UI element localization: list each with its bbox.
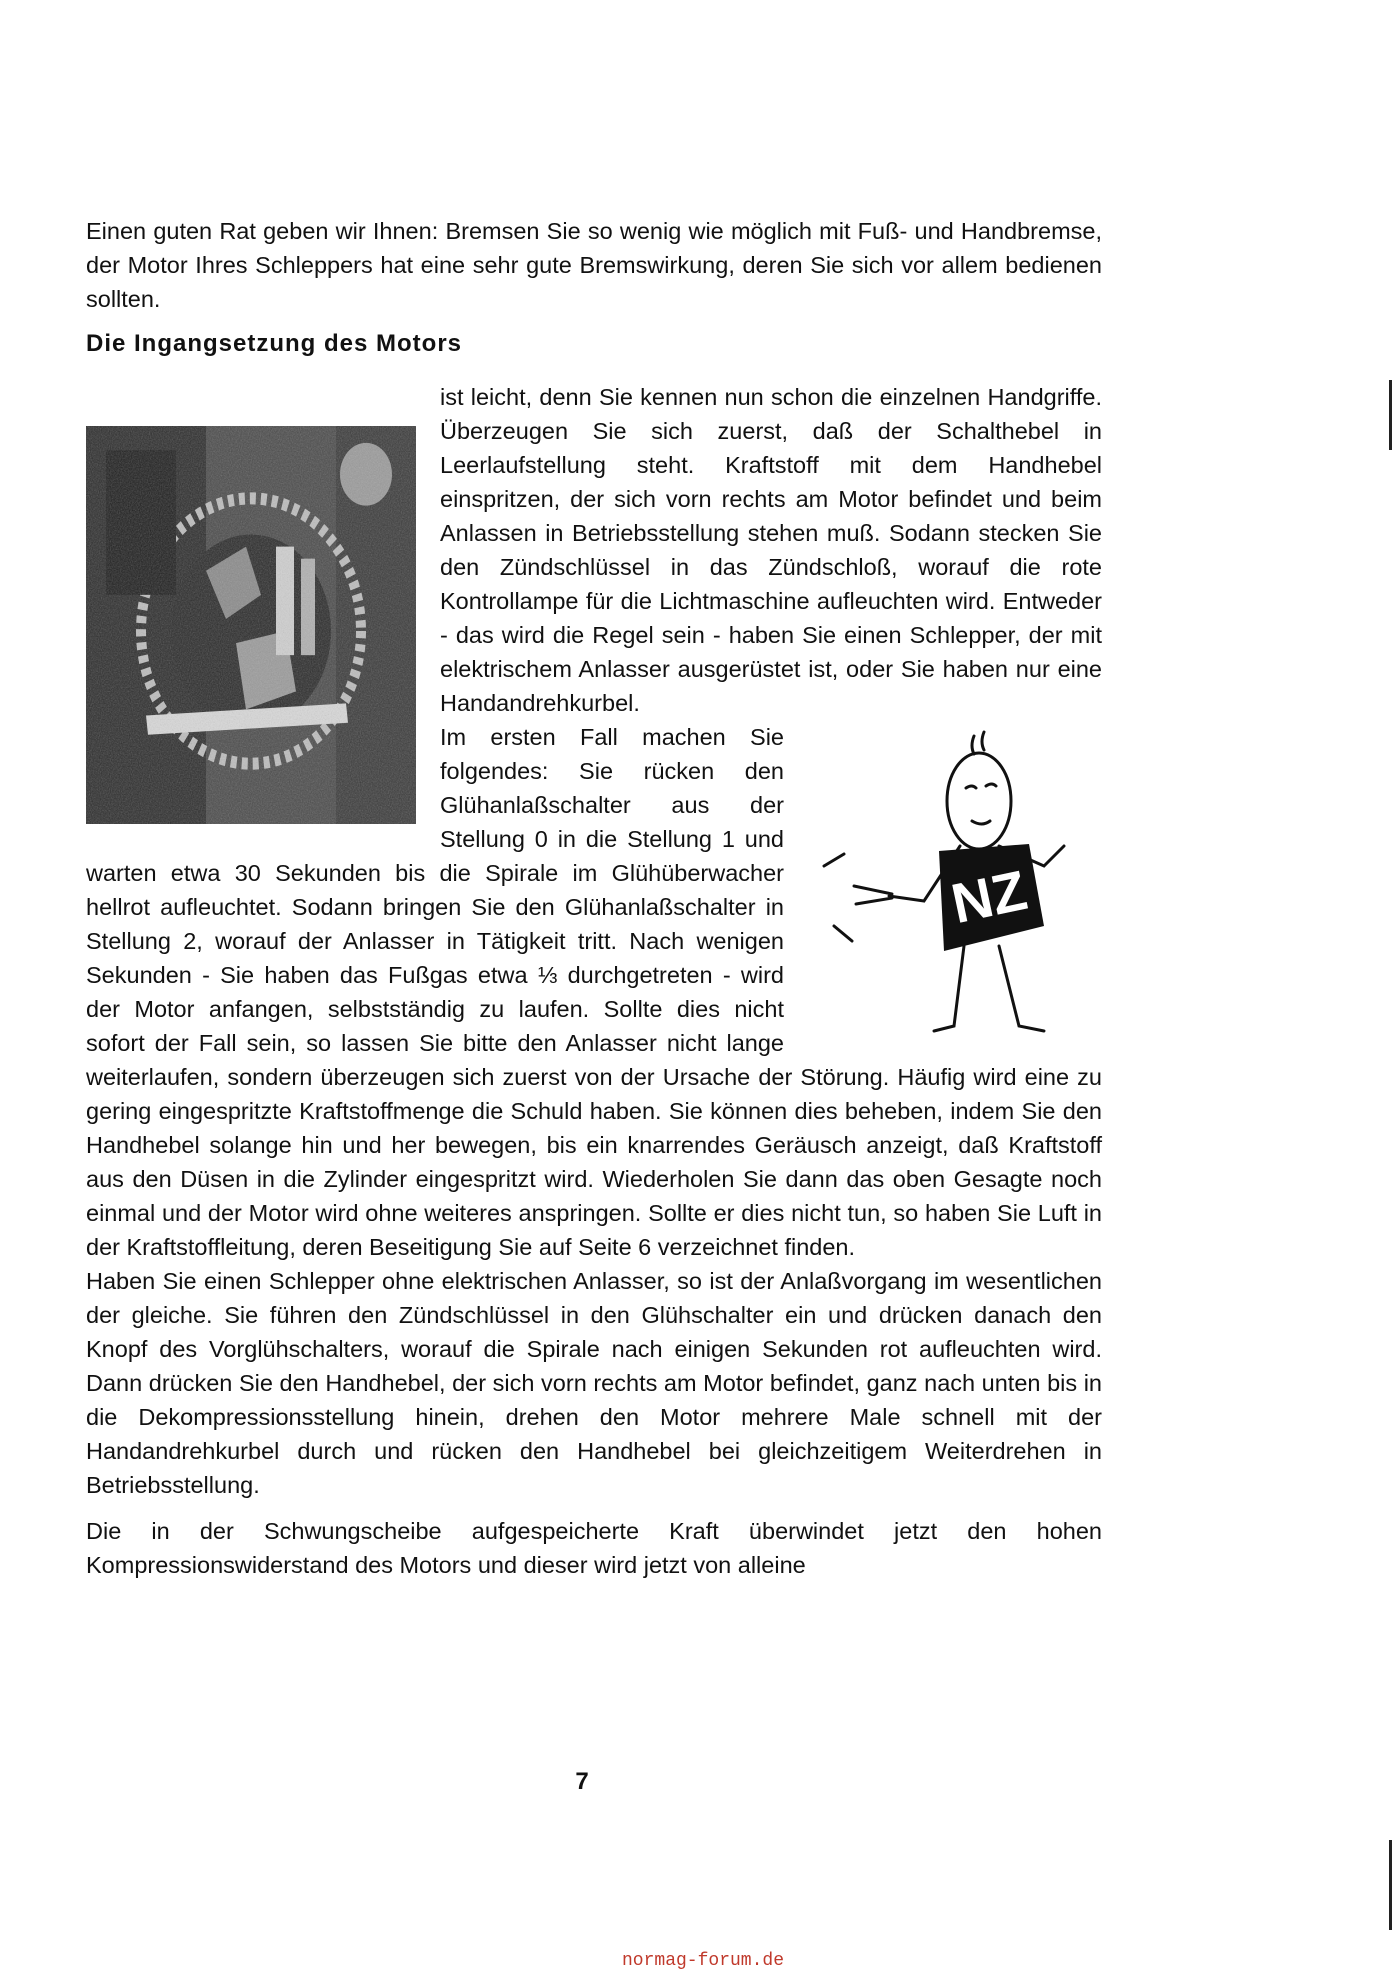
mascot-logo: NZ [946, 858, 1033, 936]
page-number: 7 [575, 1768, 589, 1795]
paragraph-gap [86, 1502, 1102, 1514]
intro-paragraph: Einen guten Rat geben wir Ihnen: Bremsen Sie so wenig wie möglich mit Fuß- und Handbremse, der Motor Ihres Schleppers hat eine sehr gute Bremswirkung, deren Sie sich vor allem bedienen sollten. [86, 218, 1102, 312]
engine-photo [86, 426, 416, 824]
mascot-illustration [794, 726, 1124, 1056]
body-text [86, 380, 1102, 1582]
paragraph-4: Die in der Schwungscheibe aufgespeicherte Kraft überwindet jetzt den hohen Kompressionswiderstand des Motors und dieser wird jetzt von alleine [86, 1518, 1102, 1578]
watermark: normag-forum.de [621, 1951, 785, 1971]
scan-edge-mark [1389, 1840, 1392, 1930]
scan-edge-mark [1389, 380, 1392, 450]
paragraph-3: Haben Sie einen Schlepper ohne elektrischen Anlasser, so ist der Anlaßvorgang im wesentlichen der gleiche. Sie führen den Zündschlüssel in den Glühschalter ein und drücken danach den Knopf des Vorglühschalters, worauf die Spirale nach einigen Sekunden rot aufleuchten wird. Dann drücken Sie den Handhebel, der sich vorn rechts am Motor befindet, ganz nach unten bis in die Dekompressionsstellung hinein, drehen den Motor mehrere Male schnell mit der Handandrehkurbel durch und rücken den Handhebel bei gleichzeitigem Weiterdrehen in Betriebsstellung. [86, 1268, 1102, 1498]
paragraph-2-text: Im ersten Fall machen Sie folgendes: Sie rücken den Glühanlaßschalter aus der Stellung 0 in die Stellung 1 und warten etwa 30 Sekunden bis die Spirale im Glühüberwacher hellrot aufleuchtet. Sodann bringen Sie den Glühanlaßschalter in Stellung 2, worauf der Anlasser in Tätigkeit tritt. Nach wenigen Sekunden - Sie haben das Fußgas etwa ⅓ durchgetreten - wird der Motor anfangen, selbstständig zu laufen. Sollte dies nicht sofort der Fall sein, so lassen Sie bitte den Anlasser nicht lange weiterlaufen, sondern überzeugen sich zuerst von der Ursache der Störung. Häufig wird eine zu gering eingespritzte Kraftstoffmenge die Schuld haben. Sie können dies beheben, indem Sie den Handhebel solange hin und her bewegen, bis ein knarrendes Geräusch anzeigt, daß Kraftstoff aus den Düsen in die Zylinder eingespritzt wird. Wiederholen Sie dann das oben Gesagte noch einmal und der Motor wird ohne weiteres anspringen. Sollte er dies nicht tun, so haben Sie Luft in der Kraftstoffleitung, deren Beseitigung Sie auf Seite 6 verzeichnet finden. [86, 724, 1102, 1260]
paragraph-1: ist leicht, denn Sie kennen nun schon die einzelnen Handgriffe. Überzeugen Sie sich zuerst, daß der Schalthebel in Leerlaufstellung steht. Kraftstoff mit dem Handhebel einspritzen, der sich vorn rechts am Motor befindet und beim Anlassen in Betriebsstellung stehen muß. Sodann stecken Sie den Zündschlüssel in das Zündschloß, worauf die rote Kontrollampe für die Lichtmaschine aufleuchten wird. Entweder - das wird die Regel sein - haben Sie einen Schlepper, der mit elektrischem Anlasser ausgerüstet ist, oder Sie haben nur eine Handandrehkurbel. [440, 384, 1102, 716]
section-heading: Die Ingangsetzung des Motors [86, 330, 463, 357]
